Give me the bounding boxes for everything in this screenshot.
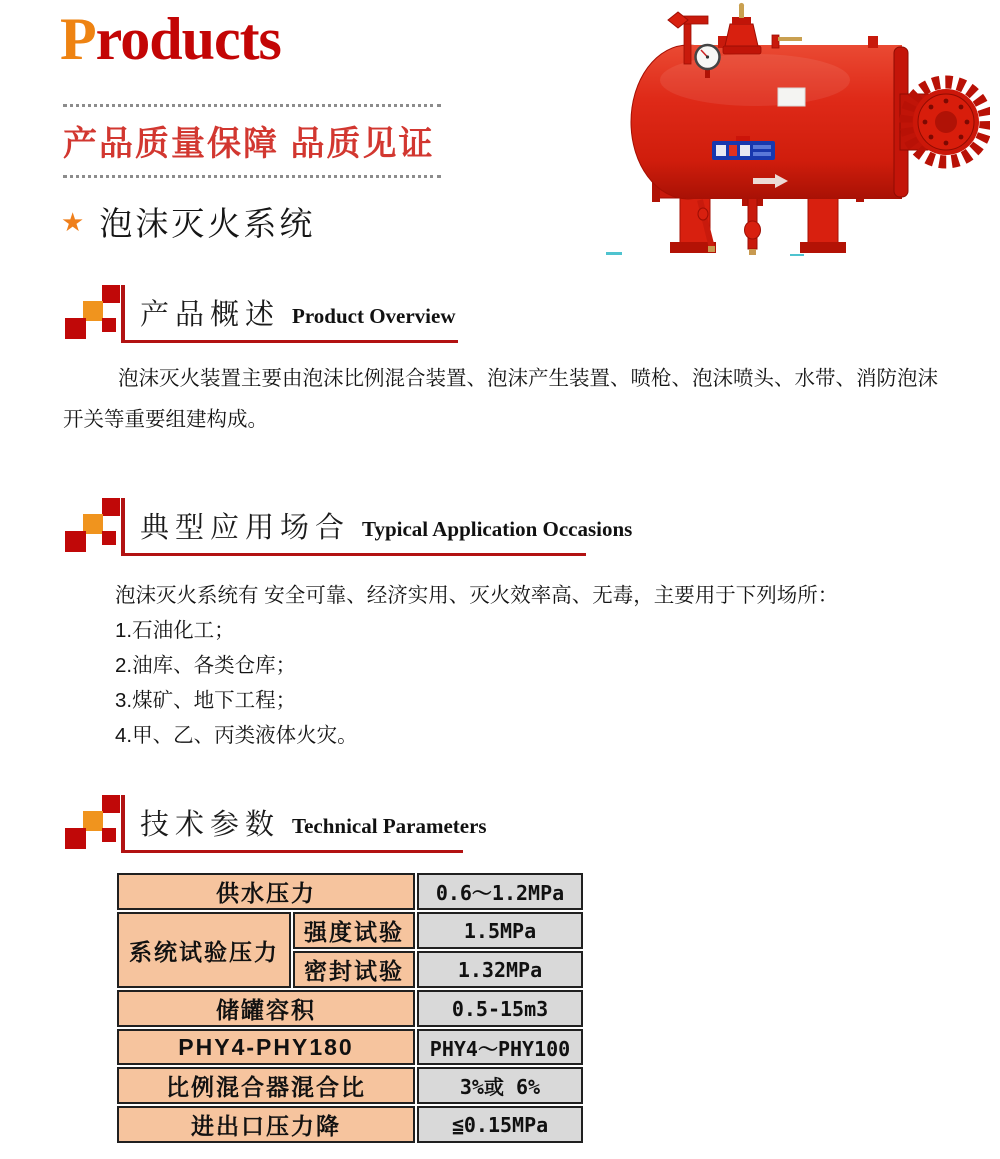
param-sublabel-cell: 密封试验 bbox=[293, 951, 415, 988]
section-underline bbox=[121, 553, 586, 556]
section-underline bbox=[121, 850, 463, 853]
param-label-cell: 储罐容积 bbox=[117, 990, 415, 1027]
table-row bbox=[117, 1106, 583, 1143]
param-label-cell: PHY4-PHY180 bbox=[117, 1029, 415, 1065]
product-heading: 泡沫灭火系统 bbox=[99, 205, 316, 242]
checker-square-red bbox=[65, 828, 86, 849]
param-value-cell: 1.32MPa bbox=[417, 951, 583, 988]
application-item: 3.煤矿、地下工程； bbox=[115, 689, 297, 712]
checker-square-red bbox=[102, 285, 120, 303]
checker-square-orange bbox=[83, 301, 103, 321]
param-label-cell: 进出口压力降 bbox=[117, 1106, 415, 1143]
applications-intro: 泡沫灭火系统有 安全可靠、经济实用、灭火效率高、无毒，主要用于下列场所： bbox=[115, 584, 839, 607]
page-title-initial: P bbox=[60, 6, 96, 72]
tank-image bbox=[600, 2, 990, 258]
checker-square-red bbox=[102, 795, 120, 813]
param-sublabel-cell: 强度试验 bbox=[293, 912, 415, 949]
page-title bbox=[60, 6, 281, 72]
section-vertical-bar bbox=[121, 285, 125, 342]
parameters-table bbox=[115, 871, 585, 1145]
section-title-zh: 技术参数 bbox=[140, 808, 281, 841]
artifact-mark bbox=[790, 254, 804, 256]
section-title-en: Technical Parameters bbox=[292, 813, 487, 838]
table-row bbox=[117, 1029, 583, 1065]
param-value-cell: 0.6～1.2MPa bbox=[417, 873, 583, 910]
param-value-cell: PHY4～PHY100 bbox=[417, 1029, 583, 1065]
checker-square-red bbox=[102, 531, 116, 545]
safety-valve bbox=[723, 3, 761, 54]
table-row bbox=[117, 912, 583, 949]
product-heading-row bbox=[61, 198, 315, 245]
tank-body bbox=[631, 36, 908, 199]
section-vertical-bar bbox=[121, 795, 125, 852]
application-item: 2.油库、各类仓库； bbox=[115, 654, 297, 677]
table-row bbox=[117, 1067, 583, 1104]
checker-icon bbox=[63, 285, 121, 340]
table-row bbox=[117, 990, 583, 1027]
quality-banner-text: 产品质量保障 品质见证 bbox=[63, 125, 435, 163]
product-photo bbox=[600, 2, 990, 258]
param-value-cell: ≦0.15MPa bbox=[417, 1106, 583, 1143]
section-title-zh: 产品概述 bbox=[140, 298, 281, 331]
checker-icon bbox=[63, 795, 121, 850]
param-label-cell: 系统试验压力 bbox=[117, 912, 291, 988]
param-label-cell: 供水压力 bbox=[117, 873, 415, 910]
section-vertical-bar bbox=[121, 498, 125, 555]
param-value-cell: 3%或 6% bbox=[417, 1067, 583, 1104]
flange-gear bbox=[900, 82, 986, 162]
drain-valve bbox=[742, 197, 763, 255]
applications-list bbox=[115, 578, 838, 753]
overview-paragraph: 泡沫灭火装置主要由泡沫比例混合装置、泡沫产生装置、喷枪、泡沫喷头、水带、消防泡沫开关等重要组建构成。 bbox=[63, 367, 938, 431]
application-item: 1.石油化工； bbox=[115, 619, 235, 642]
page-title-rest: roducts bbox=[95, 6, 281, 72]
checker-square-orange bbox=[83, 514, 103, 534]
section-title-en: Typical Application Occasions bbox=[362, 516, 633, 541]
star-icon: ★ bbox=[61, 206, 85, 237]
artifact-mark bbox=[606, 252, 622, 255]
dotted-divider-bottom bbox=[63, 175, 441, 178]
section-title-en: Product Overview bbox=[292, 303, 456, 328]
name-plate bbox=[778, 88, 805, 106]
param-value-cell: 0.5-15m3 bbox=[417, 990, 583, 1027]
checker-square-red bbox=[102, 828, 116, 842]
param-value-cell: 1.5MPa bbox=[417, 912, 583, 949]
param-label-cell: 比例混合器混合比 bbox=[117, 1067, 415, 1104]
section-title-zh: 典型应用场合 bbox=[140, 511, 351, 544]
application-item: 4.甲、乙、丙类液体火灾。 bbox=[115, 724, 358, 747]
quality-banner bbox=[63, 104, 441, 178]
section-underline bbox=[121, 340, 458, 343]
table-row bbox=[117, 873, 583, 910]
checker-square-red bbox=[65, 531, 86, 552]
checker-square-red bbox=[65, 318, 86, 339]
checker-icon bbox=[63, 498, 121, 553]
checker-square-red bbox=[102, 498, 120, 516]
checker-square-orange bbox=[83, 811, 103, 831]
checker-square-red bbox=[102, 318, 116, 332]
